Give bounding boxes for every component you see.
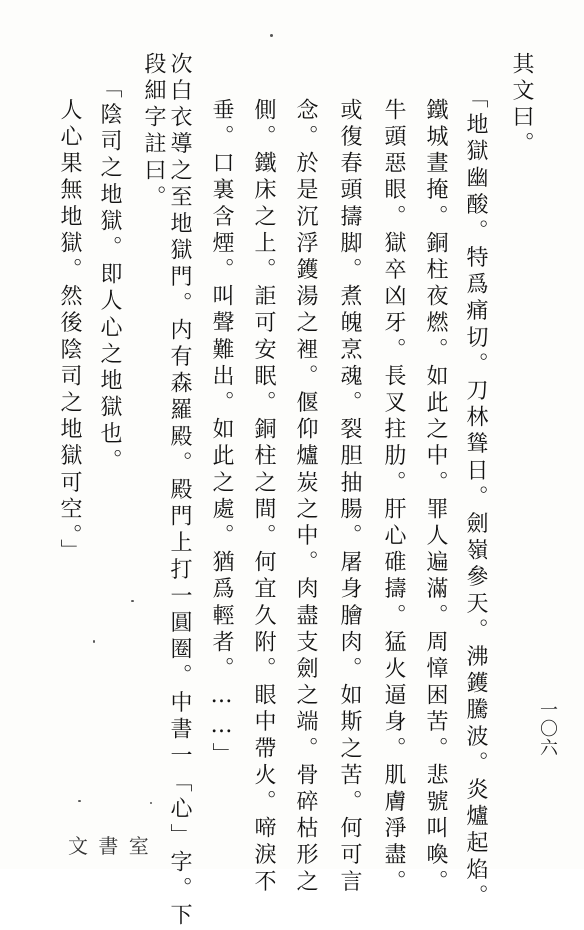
text-column-3: 鐵城晝掩。銅柱夜燃。如此之中。罪人遍滿。周慞困苦。悲號叫喚。 bbox=[423, 98, 448, 896]
footer-marks: 文 書 室 bbox=[68, 834, 151, 858]
text-column-7: 側。鐵床之上。詎可安眠。銅柱之間。何宜久附。眼中帶火。啼淚不 bbox=[251, 98, 276, 896]
print-speck bbox=[78, 800, 81, 802]
print-speck bbox=[93, 640, 95, 643]
text-column-9: 次白衣導之至地獄門。内有森羅殿。殿門上打一圓圈。中書一「心」字。下 bbox=[167, 52, 192, 930]
text-column-4: 牛頭惡眼。獄卒凶牙。長叉拄肋。肝心碓擣。猛火逼身。肌膚淨盡。 bbox=[381, 98, 406, 896]
print-speck bbox=[150, 802, 152, 804]
print-speck bbox=[131, 600, 134, 602]
text-column-8: 垂。口裏含煙。叫聲難出。如此之處。猶爲輕者。……」 bbox=[209, 98, 234, 769]
print-speck bbox=[270, 34, 273, 37]
text-column-5: 或復春頭擣脚。煮魄烹魂。裂胆抽腸。屠身膾肉。如斯之苦。何可言 bbox=[337, 98, 362, 896]
text-column-1: 其文曰。 bbox=[509, 52, 534, 159]
text-column-10: 段細字註曰。 bbox=[141, 52, 166, 212]
text-column-11: 「陰司之地獄。即人心之地獄也。 bbox=[97, 76, 122, 475]
text-column-2: 「地獄幽酸。特爲痛切。刀林聳日。劍嶺參天。沸鑊騰波。炎爐起焰。 bbox=[463, 86, 488, 911]
page-number: 一〇六 bbox=[537, 700, 558, 757]
text-column-6: 念。於是沉浮鑊湯之裡。偃仰爐炭之中。肉盡支劍之端。骨碎枯形之 bbox=[293, 98, 318, 896]
text-column-12: 人心果無地獄。然後陰司之地獄可空。」 bbox=[57, 98, 82, 566]
